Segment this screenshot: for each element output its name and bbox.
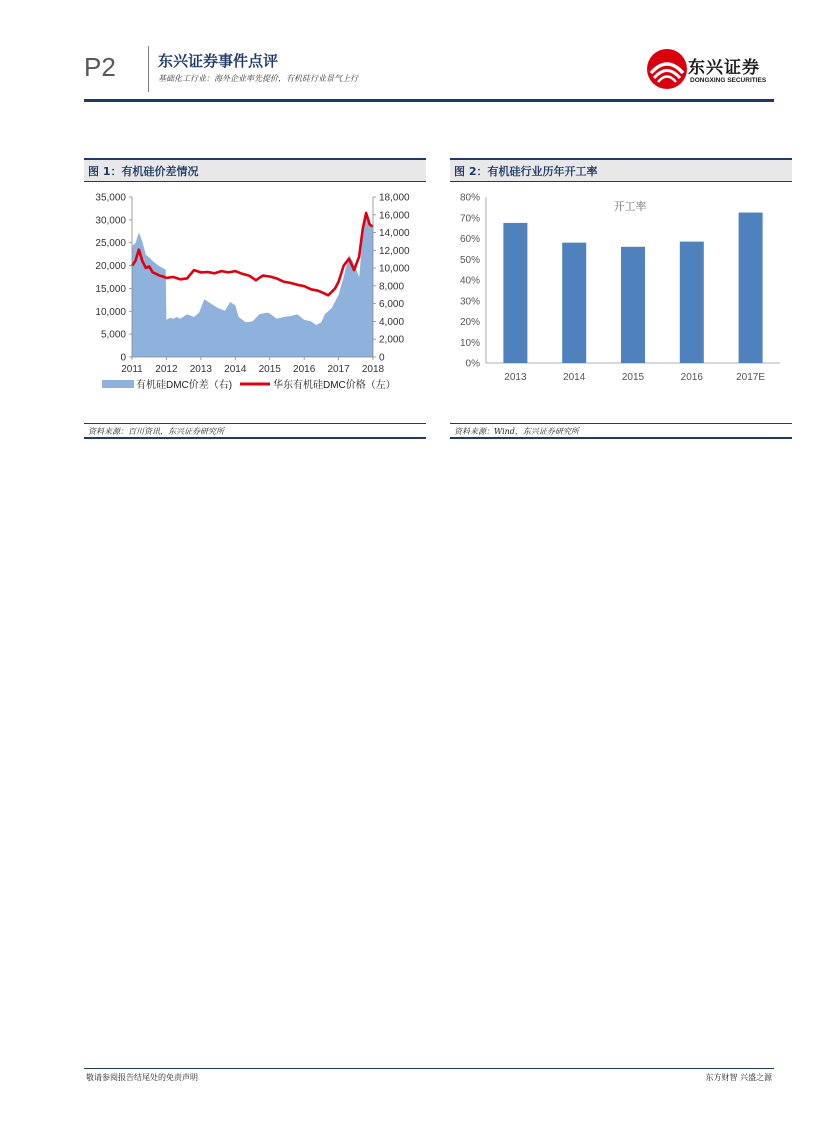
report-subtitle: 基础化工行业：海外企业率先提价，有机硅行业景气上行 xyxy=(158,74,358,83)
x-tick-label: 2015 xyxy=(621,372,645,383)
y-tick-label: 70% xyxy=(459,213,480,225)
footer-slogan: 东方财智 兴盛之源 xyxy=(705,1073,772,1082)
y-tick-label: 80% xyxy=(459,192,480,204)
footer-rule xyxy=(84,1068,774,1069)
y-tick-label: 20% xyxy=(459,317,480,328)
y-tick-label: 60% xyxy=(459,234,480,245)
x-tick-label: 2017 xyxy=(327,364,350,375)
y-tick-label: 40% xyxy=(459,275,480,287)
right-tick-label: 4,000 xyxy=(379,316,405,328)
left-tick-label: 35,000 xyxy=(95,192,126,204)
x-tick-label: 2014 xyxy=(563,372,586,383)
figure1-title: 图 1：有机硅价差情况 xyxy=(84,158,426,182)
bar-2014 xyxy=(562,243,586,363)
x-tick-label: 2018 xyxy=(361,364,385,375)
right-tick-label: 12,000 xyxy=(379,245,410,257)
legend-label-area: 有机硅DMC价差（右) xyxy=(136,380,233,391)
y-tick-label: 10% xyxy=(459,337,480,349)
bar-2017E xyxy=(739,213,763,363)
x-tick-label: 2013 xyxy=(189,364,212,375)
figure2-chart xyxy=(450,186,792,418)
left-tick-label: 10,000 xyxy=(95,306,126,318)
left-tick-label: 5,000 xyxy=(100,329,126,341)
x-tick-label: 2017E xyxy=(736,372,766,383)
figure1-chart xyxy=(84,186,426,418)
left-tick-label: 20,000 xyxy=(95,261,126,273)
left-tick-label: 0 xyxy=(120,352,126,364)
right-tick-label: 16,000 xyxy=(379,210,410,222)
right-tick-label: 6,000 xyxy=(379,299,405,311)
right-tick-label: 14,000 xyxy=(379,228,410,240)
logo-subtext: DONGXING SECURITIES xyxy=(690,77,767,84)
left-tick-label: 30,000 xyxy=(95,215,126,227)
x-tick-label: 2016 xyxy=(293,364,316,375)
header-divider xyxy=(148,46,149,92)
header-rule xyxy=(84,99,774,102)
bar-2013 xyxy=(503,223,527,363)
left-tick-label: 15,000 xyxy=(95,283,126,295)
legend-swatch-area xyxy=(102,380,134,388)
right-tick-label: 2,000 xyxy=(379,334,405,346)
figure1-source: 资料来源：百川资讯，东兴证券研究所 xyxy=(84,423,426,439)
dmc-price-line-series xyxy=(132,213,373,295)
chart-title: 开工率 xyxy=(613,201,647,213)
bar-2016 xyxy=(680,242,704,363)
legend-label-line: 华东有机硅DMC价格（左） xyxy=(273,380,396,391)
x-tick-label: 2016 xyxy=(680,372,703,383)
bar-2015 xyxy=(621,247,645,363)
figure2-title: 图 2：有机硅行业历年开工率 xyxy=(450,158,792,182)
logo-text: 东兴证券 xyxy=(688,58,760,78)
figure2-source: 资料来源：Wind，东兴证券研究所 xyxy=(450,423,792,439)
left-tick-label: 25,000 xyxy=(95,238,126,250)
x-tick-label: 2012 xyxy=(155,364,178,375)
x-tick-label: 2015 xyxy=(258,364,281,375)
right-tick-label: 0 xyxy=(379,352,385,364)
x-tick-label: 2013 xyxy=(504,372,527,383)
right-tick-label: 10,000 xyxy=(379,263,410,275)
x-tick-label: 2011 xyxy=(121,364,143,375)
page-number: P2 xyxy=(84,52,116,82)
right-tick-label: 18,000 xyxy=(379,192,410,204)
report-title: 东兴证券事件点评 xyxy=(158,52,279,70)
y-tick-label: 0% xyxy=(465,358,480,370)
footer-disclaimer: 敬请参阅报告结尾处的免责声明 xyxy=(86,1073,198,1082)
right-tick-label: 8,000 xyxy=(379,281,405,293)
y-tick-label: 30% xyxy=(459,296,480,308)
y-tick-label: 50% xyxy=(459,254,480,266)
x-tick-label: 2014 xyxy=(224,364,247,375)
